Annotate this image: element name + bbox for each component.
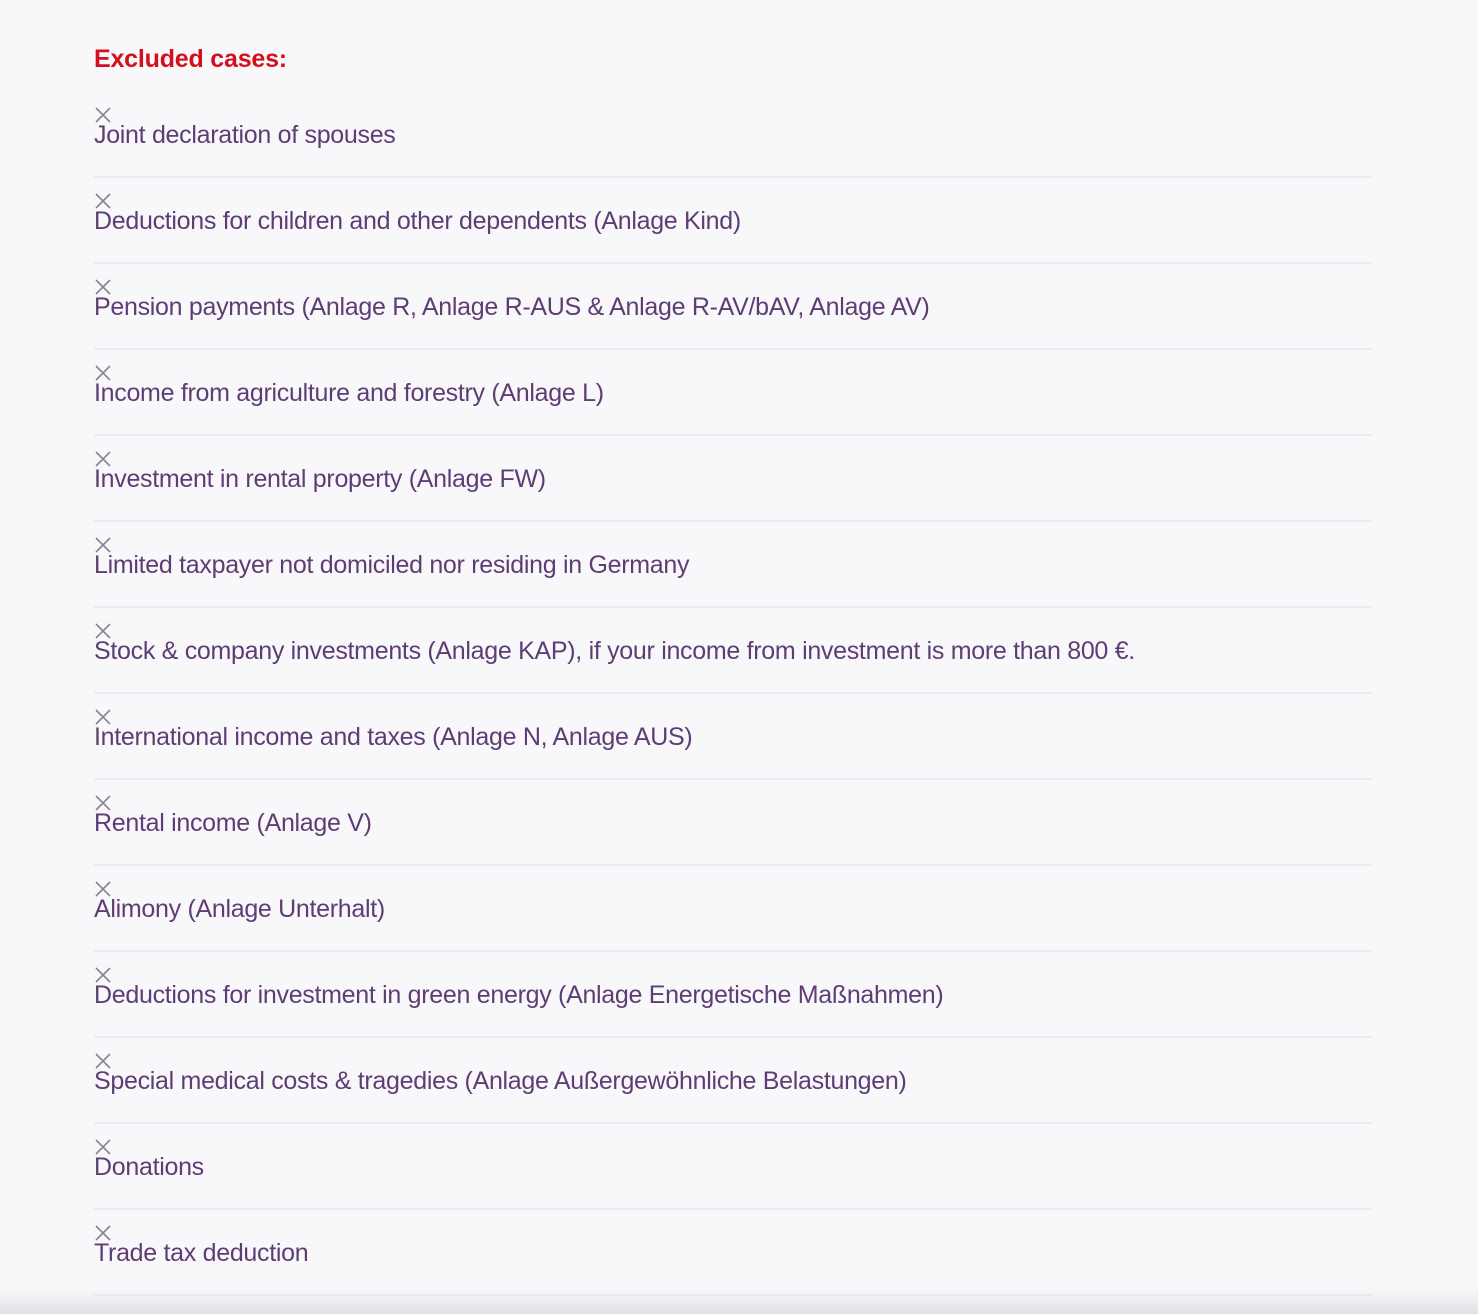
list-item <box>94 694 1372 780</box>
list-item-label: Stock & company investments (Anlage KAP), if your income from investment is more than 800 €. <box>94 637 1135 665</box>
excluded-cases-list <box>94 106 1372 1296</box>
list-item <box>94 608 1372 694</box>
list-item <box>94 522 1372 608</box>
list-item <box>94 106 1372 178</box>
list-item-label: Trade tax deduction <box>94 1239 309 1267</box>
list-item <box>94 350 1372 436</box>
list-item <box>94 866 1372 952</box>
excluded-cases-section <box>94 0 1372 1296</box>
list-item-label: Joint declaration of spouses <box>94 121 396 149</box>
list-item-label: International income and taxes (Anlage N, Anlage AUS) <box>94 723 693 751</box>
list-item-label: Rental income (Anlage V) <box>94 809 372 837</box>
list-item <box>94 1038 1372 1124</box>
list-item <box>94 178 1372 264</box>
list-item-label: Special medical costs & tragedies (Anlage Außergewöhnliche Belastungen) <box>94 1067 907 1095</box>
list-item-label: Limited taxpayer not domiciled nor residing in Germany <box>94 551 690 579</box>
list-item-label: Alimony (Anlage Unterhalt) <box>94 895 385 923</box>
list-item <box>94 436 1372 522</box>
list-item-label: Deductions for children and other dependents (Anlage Kind) <box>94 207 741 235</box>
list-item-label: Deductions for investment in green energy (Anlage Energetische Maßnahmen) <box>94 981 944 1009</box>
list-item-label: Pension payments (Anlage R, Anlage R-AUS & Anlage R-AV/bAV, Anlage AV) <box>94 293 930 321</box>
list-item-label: Income from agriculture and forestry (Anlage L) <box>94 379 604 407</box>
list-item <box>94 952 1372 1038</box>
list-item <box>94 1124 1372 1210</box>
section-heading: Excluded cases: <box>94 45 287 73</box>
list-item <box>94 264 1372 350</box>
list-item-label: Donations <box>94 1153 204 1181</box>
list-item-label: Investment in rental property (Anlage FW) <box>94 465 546 493</box>
list-item <box>94 780 1372 866</box>
list-item <box>94 1210 1372 1296</box>
